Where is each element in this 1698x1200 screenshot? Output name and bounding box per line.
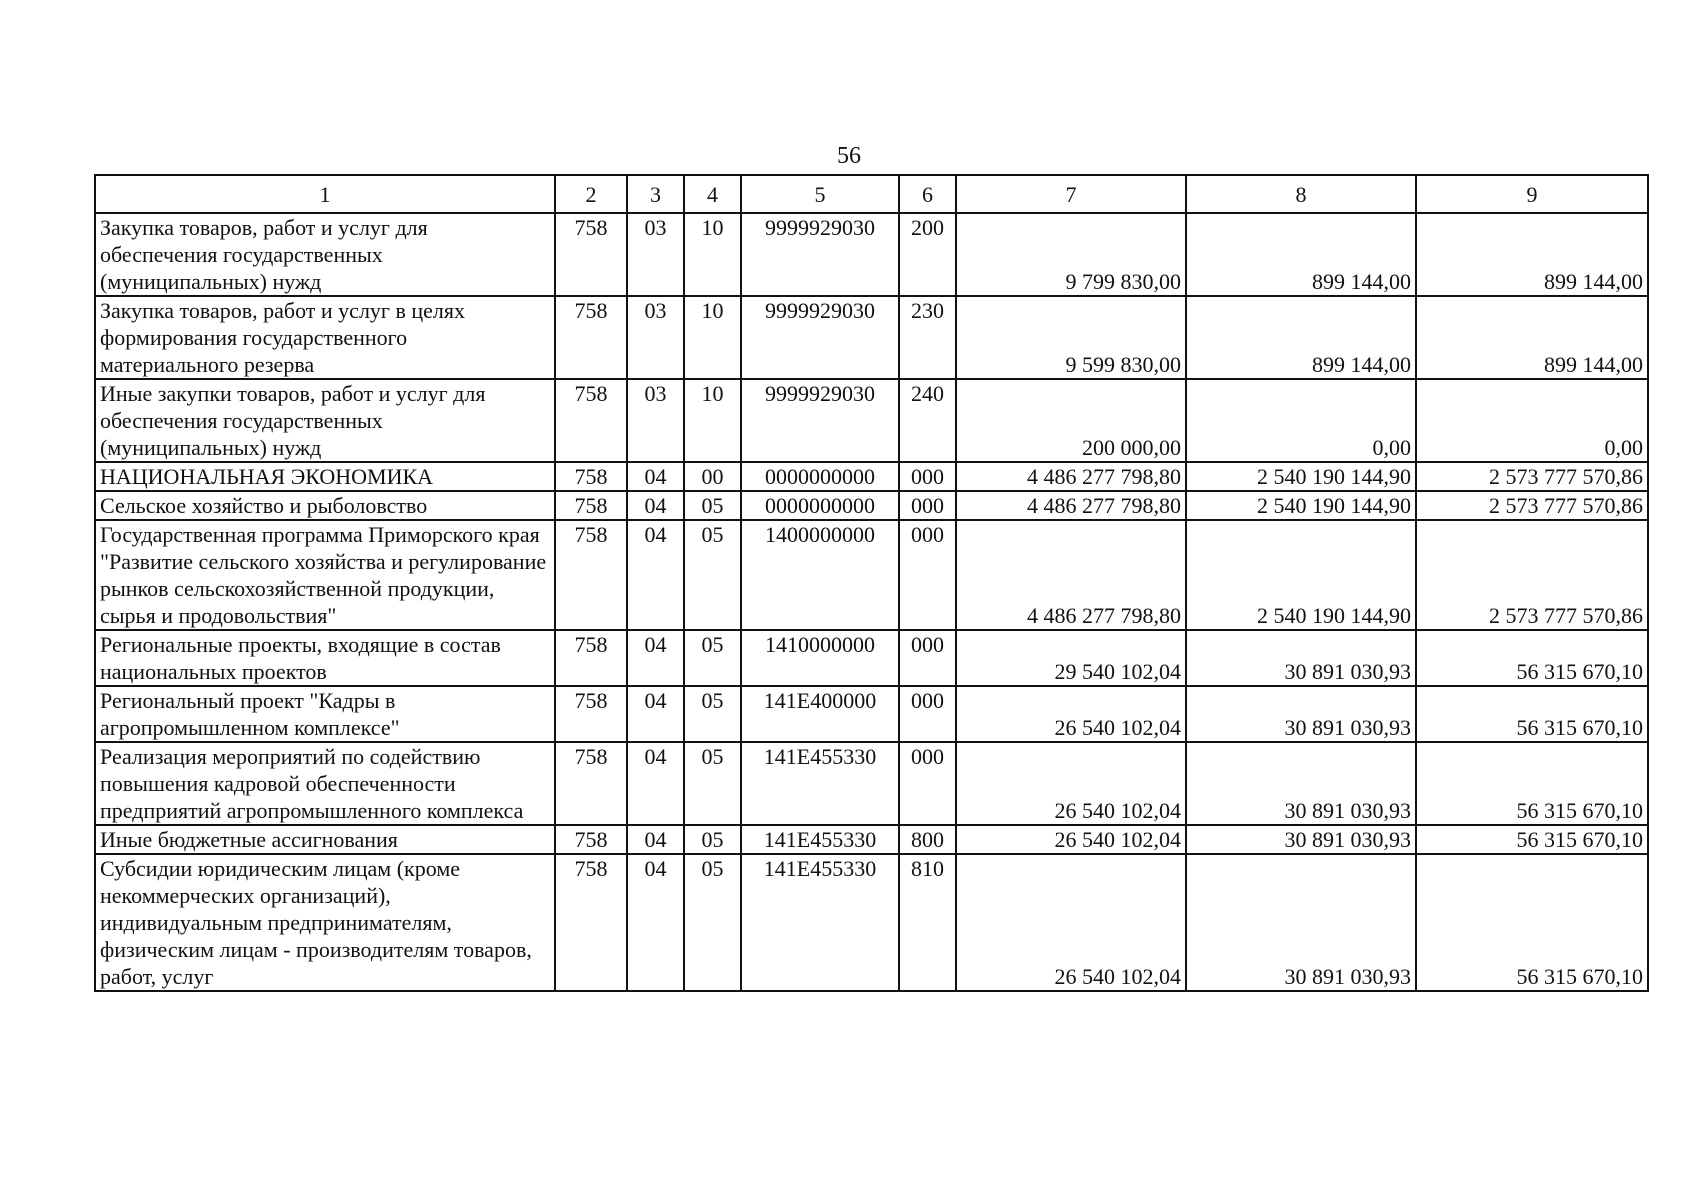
amount-col9: 2 573 777 570,86 <box>1416 462 1648 491</box>
section-code: 04 <box>627 462 684 491</box>
target-article-code: 141E455330 <box>741 742 899 825</box>
ministry-code: 758 <box>555 630 627 686</box>
column-header: 6 <box>899 175 956 213</box>
expense-type-code: 230 <box>899 296 956 379</box>
column-header: 2 <box>555 175 627 213</box>
ministry-code: 758 <box>555 296 627 379</box>
subsection-code: 10 <box>684 379 741 462</box>
expense-type-code: 200 <box>899 213 956 296</box>
subsection-code: 05 <box>684 520 741 630</box>
amount-col9: 56 315 670,10 <box>1416 854 1648 991</box>
row-name: Закупка товаров, работ и услуг для обеспечения государственных (муниципальных) нужд <box>95 213 555 296</box>
section-code: 03 <box>627 213 684 296</box>
target-article-code: 0000000000 <box>741 491 899 520</box>
table-row <box>95 520 1648 630</box>
amount-col7: 200 000,00 <box>956 379 1186 462</box>
table-row <box>95 379 1648 462</box>
target-article-code: 9999929030 <box>741 213 899 296</box>
ministry-code: 758 <box>555 462 627 491</box>
target-article-code: 1400000000 <box>741 520 899 630</box>
table-row <box>95 491 1648 520</box>
expense-type-code: 000 <box>899 742 956 825</box>
target-article-code: 1410000000 <box>741 630 899 686</box>
table-row <box>95 462 1648 491</box>
section-code: 04 <box>627 825 684 854</box>
column-header: 8 <box>1186 175 1416 213</box>
table-row <box>95 296 1648 379</box>
ministry-code: 758 <box>555 379 627 462</box>
section-code: 04 <box>627 742 684 825</box>
amount-col8: 899 144,00 <box>1186 296 1416 379</box>
subsection-code: 05 <box>684 742 741 825</box>
amount-col9: 899 144,00 <box>1416 296 1648 379</box>
amount-col7: 29 540 102,04 <box>956 630 1186 686</box>
amount-col7: 4 486 277 798,80 <box>956 491 1186 520</box>
subsection-code: 10 <box>684 213 741 296</box>
target-article-code: 141E455330 <box>741 854 899 991</box>
budget-table <box>94 174 1649 992</box>
amount-col8: 30 891 030,93 <box>1186 825 1416 854</box>
ministry-code: 758 <box>555 742 627 825</box>
column-number-row <box>95 175 1648 213</box>
subsection-code: 10 <box>684 296 741 379</box>
ministry-code: 758 <box>555 686 627 742</box>
subsection-code: 05 <box>684 491 741 520</box>
section-code: 04 <box>627 520 684 630</box>
table-row <box>95 854 1648 991</box>
amount-col7: 4 486 277 798,80 <box>956 462 1186 491</box>
expense-type-code: 000 <box>899 630 956 686</box>
section-code: 04 <box>627 491 684 520</box>
amount-col8: 0,00 <box>1186 379 1416 462</box>
section-code: 04 <box>627 686 684 742</box>
table-row <box>95 630 1648 686</box>
amount-col8: 30 891 030,93 <box>1186 742 1416 825</box>
amount-col9: 56 315 670,10 <box>1416 686 1648 742</box>
target-article-code: 0000000000 <box>741 462 899 491</box>
amount-col9: 899 144,00 <box>1416 213 1648 296</box>
expense-type-code: 000 <box>899 462 956 491</box>
amount-col8: 2 540 190 144,90 <box>1186 462 1416 491</box>
expense-type-code: 000 <box>899 520 956 630</box>
row-name: НАЦИОНАЛЬНАЯ ЭКОНОМИКА <box>95 462 555 491</box>
table-row <box>95 742 1648 825</box>
target-article-code: 9999929030 <box>741 296 899 379</box>
amount-col8: 30 891 030,93 <box>1186 854 1416 991</box>
subsection-code: 05 <box>684 686 741 742</box>
amount-col8: 30 891 030,93 <box>1186 686 1416 742</box>
row-name: Сельское хозяйство и рыболовство <box>95 491 555 520</box>
ministry-code: 758 <box>555 854 627 991</box>
row-name: Иные закупки товаров, работ и услуг для обеспечения государственных (муниципальных) нужд <box>95 379 555 462</box>
expense-type-code: 800 <box>899 825 956 854</box>
amount-col8: 2 540 190 144,90 <box>1186 491 1416 520</box>
subsection-code: 05 <box>684 630 741 686</box>
column-header: 3 <box>627 175 684 213</box>
amount-col7: 4 486 277 798,80 <box>956 520 1186 630</box>
column-header: 5 <box>741 175 899 213</box>
row-name: Региональный проект "Кадры в агропромышленном комплексе" <box>95 686 555 742</box>
amount-col9: 2 573 777 570,86 <box>1416 520 1648 630</box>
page-number: 56 <box>837 143 861 169</box>
row-name: Региональные проекты, входящие в состав национальных проектов <box>95 630 555 686</box>
section-code: 03 <box>627 379 684 462</box>
column-header: 4 <box>684 175 741 213</box>
amount-col8: 30 891 030,93 <box>1186 630 1416 686</box>
amount-col7: 26 540 102,04 <box>956 825 1186 854</box>
amount-col7: 26 540 102,04 <box>956 686 1186 742</box>
expense-type-code: 000 <box>899 491 956 520</box>
table-row <box>95 213 1648 296</box>
row-name: Реализация мероприятий по содействию повышения кадровой обеспеченности предприятий агропромышленного комплекса <box>95 742 555 825</box>
amount-col9: 56 315 670,10 <box>1416 742 1648 825</box>
target-article-code: 9999929030 <box>741 379 899 462</box>
amount-col7: 9 799 830,00 <box>956 213 1186 296</box>
expense-type-code: 000 <box>899 686 956 742</box>
row-name: Субсидии юридическим лицам (кроме некоммерческих организаций), индивидуальным предпринимателям, физическим лицам - производителям товаров, работ, услуг <box>95 854 555 991</box>
target-article-code: 141E400000 <box>741 686 899 742</box>
amount-col9: 0,00 <box>1416 379 1648 462</box>
row-name: Иные бюджетные ассигнования <box>95 825 555 854</box>
expense-type-code: 240 <box>899 379 956 462</box>
amount-col7: 26 540 102,04 <box>956 854 1186 991</box>
subsection-code: 05 <box>684 825 741 854</box>
amount-col7: 9 599 830,00 <box>956 296 1186 379</box>
amount-col9: 2 573 777 570,86 <box>1416 491 1648 520</box>
amount-col8: 2 540 190 144,90 <box>1186 520 1416 630</box>
table-row <box>95 825 1648 854</box>
amount-col9: 56 315 670,10 <box>1416 825 1648 854</box>
subsection-code: 00 <box>684 462 741 491</box>
amount-col7: 26 540 102,04 <box>956 742 1186 825</box>
ministry-code: 758 <box>555 520 627 630</box>
column-header: 7 <box>956 175 1186 213</box>
column-header: 1 <box>95 175 555 213</box>
target-article-code: 141E455330 <box>741 825 899 854</box>
table-row <box>95 686 1648 742</box>
ministry-code: 758 <box>555 825 627 854</box>
column-header: 9 <box>1416 175 1648 213</box>
amount-col8: 899 144,00 <box>1186 213 1416 296</box>
ministry-code: 758 <box>555 491 627 520</box>
section-code: 04 <box>627 854 684 991</box>
ministry-code: 758 <box>555 213 627 296</box>
row-name: Государственная программа Приморского края "Развитие сельского хозяйства и регулирование рынков сельскохозяйственной продукции, сырья и продовольствия" <box>95 520 555 630</box>
row-name: Закупка товаров, работ и услуг в целях формирования государственного материального резерва <box>95 296 555 379</box>
subsection-code: 05 <box>684 854 741 991</box>
expense-type-code: 810 <box>899 854 956 991</box>
amount-col9: 56 315 670,10 <box>1416 630 1648 686</box>
section-code: 04 <box>627 630 684 686</box>
section-code: 03 <box>627 296 684 379</box>
